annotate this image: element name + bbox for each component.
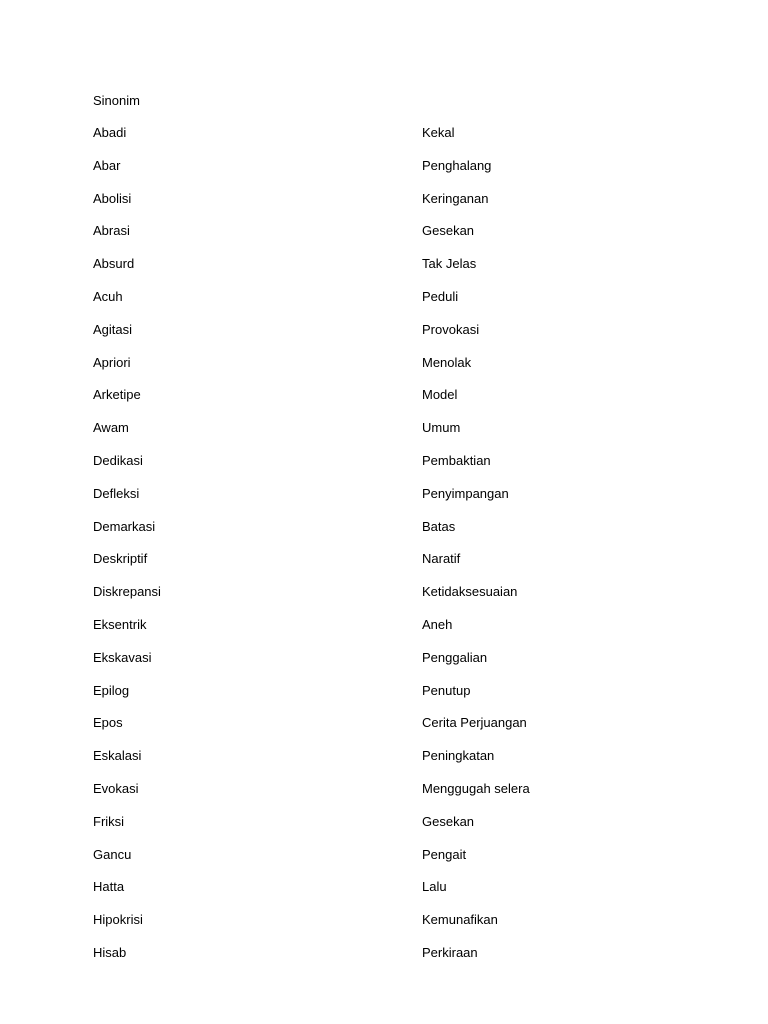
word-text: Abrasi — [93, 223, 130, 239]
synonym-text: Model — [422, 387, 458, 403]
word-text: Evokasi — [93, 780, 139, 796]
synonym-text: Umum — [422, 420, 461, 436]
word-text: Absurd — [93, 256, 135, 272]
list-item — [93, 420, 693, 453]
list-item — [93, 945, 693, 978]
synonym-text: Batas — [422, 518, 456, 534]
word-text: Diskrepansi — [93, 584, 161, 600]
word-text: Ekskavasi — [93, 649, 152, 665]
synonym-text: Keringanan — [422, 190, 489, 206]
list-item — [93, 748, 693, 781]
word-text: Abadi — [93, 125, 127, 140]
synonym-text: Perkiraan — [422, 944, 478, 960]
list-item — [93, 551, 693, 584]
synonym-text: Penutup — [422, 682, 471, 698]
synonym-text: Menolak — [422, 354, 472, 370]
word-text: Epos — [93, 715, 123, 731]
word-text: Defleksi — [93, 485, 140, 501]
synonym-text: Peduli — [422, 288, 459, 304]
list-item — [93, 289, 693, 322]
synonym-text: Penghalang — [422, 157, 492, 173]
list-item — [93, 453, 693, 486]
list-item — [93, 256, 693, 289]
word-text: Arketipe — [93, 387, 141, 403]
page-heading: Sinonim — [93, 93, 140, 108]
synonym-text: Ketidaksesuaian — [422, 584, 518, 600]
list-item — [93, 715, 693, 748]
word-text: Abolisi — [93, 190, 132, 206]
list-item — [93, 322, 693, 355]
synonym-text: Kemunafikan — [422, 912, 498, 928]
synonym-text: Naratif — [422, 551, 461, 567]
synonym-text: Gesekan — [422, 223, 475, 239]
word-text: Agitasi — [93, 321, 133, 337]
synonym-text: Penggalian — [422, 649, 488, 665]
list-item — [93, 519, 693, 552]
synonym-text: Pembaktian — [422, 452, 491, 468]
synonym-text: Tak Jelas — [422, 256, 477, 272]
list-item — [93, 814, 693, 847]
synonym-text: Penyimpangan — [422, 485, 509, 501]
synonym-text: Menggugah selera — [422, 780, 530, 796]
word-text: Demarkasi — [93, 518, 156, 534]
word-text: Gancu — [93, 846, 132, 862]
word-text: Hipokrisi — [93, 912, 143, 928]
synonym-text: Aneh — [422, 616, 453, 632]
word-text: Hatta — [93, 879, 125, 895]
list-item — [93, 683, 693, 716]
list-item — [93, 486, 693, 519]
list-item — [93, 879, 693, 912]
synonym-text: Peningkatan — [422, 748, 495, 764]
word-text: Deskriptif — [93, 551, 148, 567]
synonym-text: Gesekan — [422, 813, 475, 829]
word-text: Epilog — [93, 682, 130, 698]
list-item — [93, 223, 693, 256]
list-item — [93, 387, 693, 420]
word-text: Hisab — [93, 944, 127, 960]
word-text: Acuh — [93, 288, 123, 304]
list-item — [93, 158, 693, 191]
list-item — [93, 125, 693, 158]
list-item — [93, 912, 693, 945]
word-text: Awam — [93, 420, 129, 436]
word-text: Eksentrik — [93, 616, 147, 632]
list-item — [93, 584, 693, 617]
synonym-list — [93, 125, 693, 978]
word-text: Apriori — [93, 354, 131, 370]
word-text: Dedikasi — [93, 452, 143, 468]
word-text: Eskalasi — [93, 748, 142, 764]
synonym-text: Cerita Perjuangan — [422, 715, 527, 731]
synonym-text: Kekal — [422, 125, 455, 140]
word-text: Abar — [93, 157, 121, 173]
word-text: Friksi — [93, 813, 125, 829]
list-item — [93, 650, 693, 683]
synonym-text: Lalu — [422, 879, 447, 895]
list-item — [93, 847, 693, 880]
list-item — [93, 781, 693, 814]
list-item — [93, 191, 693, 224]
synonym-text: Pengait — [422, 846, 467, 862]
synonym-text: Provokasi — [422, 321, 480, 337]
list-item — [93, 617, 693, 650]
list-item — [93, 355, 693, 388]
